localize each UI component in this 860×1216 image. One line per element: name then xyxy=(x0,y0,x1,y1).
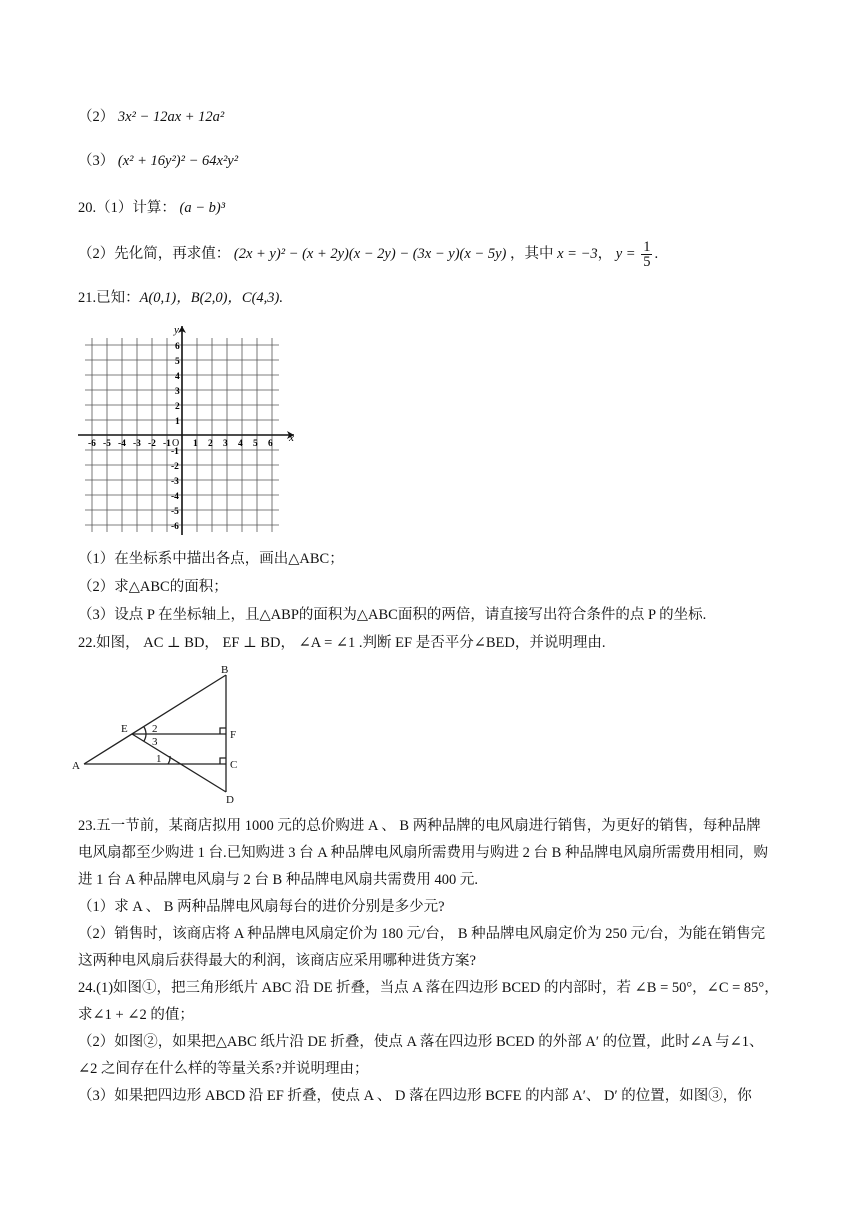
label-D: D xyxy=(226,794,234,806)
y-tick-label: 2 xyxy=(175,402,180,412)
x-tick-label: -2 xyxy=(148,439,156,449)
text: （2）求△ABC的面积； xyxy=(78,579,228,595)
y-tick-label: -4 xyxy=(171,492,179,502)
angle-label-2: 2 xyxy=(152,723,158,735)
q22-stem xyxy=(78,632,800,654)
text: . xyxy=(654,245,659,262)
x-tick-label: -1 xyxy=(163,439,171,449)
q21-sub3 xyxy=(78,604,800,626)
fraction xyxy=(641,240,652,269)
text: ∠2 之间存在什么样的等量关系?并说明理由； xyxy=(78,1061,369,1077)
q19-part3 xyxy=(78,150,800,172)
text: 求∠1 + ∠2 的值； xyxy=(78,1007,194,1023)
q23-line1 xyxy=(78,815,800,837)
x-axis-label: x xyxy=(289,432,294,444)
label-F: F xyxy=(230,729,237,741)
q24-line1 xyxy=(78,977,800,999)
text: （3）设点 P 在坐标轴上，且△ABP的面积为△ABC面积的两倍，请直接写出符合条件的点 P 的坐标. xyxy=(78,607,707,623)
right-angle-mark-F xyxy=(220,728,226,734)
question-number: 21.已知： xyxy=(78,290,140,306)
x-tick-label: -5 xyxy=(103,439,111,449)
q23-line3 xyxy=(78,869,800,891)
y-tick-label: -2 xyxy=(171,462,179,472)
x-tick-label: 6 xyxy=(268,439,273,449)
text: ， xyxy=(597,245,613,262)
part-label: （2）先化简，再求值： xyxy=(78,245,231,262)
line-ED xyxy=(132,734,226,792)
y-tick-label: -3 xyxy=(171,477,179,487)
q24-line5 xyxy=(78,1085,800,1107)
angle-arc-2 xyxy=(144,727,146,734)
text: ，其中 xyxy=(509,245,554,262)
q23-sub2a xyxy=(78,923,800,945)
y-tick-label: 4 xyxy=(175,372,180,382)
coordinate-grid-figure xyxy=(74,322,294,534)
angle-label-3: 3 xyxy=(152,736,158,748)
y-tick-label: -5 xyxy=(171,507,179,517)
x-tick-label: -6 xyxy=(88,439,96,449)
label-C: C xyxy=(230,759,238,771)
q23-line2 xyxy=(78,842,800,864)
axes xyxy=(78,326,294,535)
y-axis-label: y xyxy=(174,324,179,336)
q24-line4 xyxy=(78,1058,800,1080)
text: （2）如图②，如果把△ABC 纸片沿 DE 折叠，使点 A 落在四边形 BCED 的外部 A′ 的位置，此时∠A 与∠1、 xyxy=(78,1034,764,1050)
text: 电风扇都至少购进 1 台.已知购进 3 台 A 种品牌电风扇所需费用与购进 2 台 B 种品牌电风扇所需费用相同，购 xyxy=(78,845,768,861)
question-number: 20. xyxy=(78,200,97,216)
part-label: （2） xyxy=(78,109,115,125)
angle-arc-3 xyxy=(144,734,146,741)
q19-part2 xyxy=(78,106,800,128)
math-expression: x = −3 xyxy=(557,245,598,262)
y-tick-label: 3 xyxy=(175,387,180,397)
text: （2）销售时，该商店将 A 种品牌电风扇定价为 180 元/台， B 种品牌电风扇定价为 250 元/台，为能在销售完 xyxy=(78,926,766,942)
y-tick-label: 5 xyxy=(175,357,180,367)
tick-labels xyxy=(88,324,294,532)
y-tick-label: 6 xyxy=(175,342,180,352)
text: 22.如图， AC ⊥ BD， EF ⊥ BD， ∠A = ∠1 .判断 EF 是否平分∠BED，并说明理由. xyxy=(78,635,606,651)
math-expression: (x² + 16y²)² − 64x²y² xyxy=(117,153,239,169)
y-tick-label: -6 xyxy=(171,522,179,532)
x-tick-label: -3 xyxy=(133,439,141,449)
math-expression: A(0,1)，B(2,0)，C(4,3). xyxy=(139,290,283,306)
text: 24.(1)如图①，把三角形纸片 ABC 沿 DE 折叠，当点 A 落在四边形 BCED 的内部时，若 ∠B = 50°，∠C = 85°， xyxy=(78,980,779,996)
x-tick-label: 5 xyxy=(253,439,258,449)
y-tick-label: 1 xyxy=(175,417,180,427)
q23-sub1 xyxy=(78,896,800,918)
q23-sub2b xyxy=(78,950,800,972)
q24-line3 xyxy=(78,1031,800,1053)
x-tick-label: 4 xyxy=(238,439,243,449)
text: 这两种电风扇后获得最大的利润，该商店应采用哪种进货方案? xyxy=(78,953,476,969)
part-label: （3） xyxy=(78,153,115,169)
angle-label-1: 1 xyxy=(156,753,162,765)
denominator: 5 xyxy=(643,254,651,270)
x-tick-label: 3 xyxy=(223,439,228,449)
label-B: B xyxy=(221,664,229,676)
q21-sub2 xyxy=(78,576,800,598)
y-tick-label: -1 xyxy=(171,447,179,457)
right-angle-mark-C xyxy=(220,758,226,764)
q21-sub1 xyxy=(78,548,800,570)
numerator: 1 xyxy=(643,239,651,255)
text: （1）求 A 、 B 两种品牌电风扇每台的进价分别是多少元? xyxy=(78,899,445,915)
q21-stem xyxy=(78,287,800,309)
text: （3）如果把四边形 ABCD 沿 EF 折叠，使点 A 、 D 落在四边形 BCFE 的内部 A′、 D′ 的位置，如图③，你 xyxy=(78,1088,752,1104)
math-expression: (a − b)³ xyxy=(179,200,226,216)
text: 进 1 台 A 种品牌电风扇与 2 台 B 种品牌电风扇共需费用 400 元. xyxy=(78,872,478,888)
x-tick-label: 2 xyxy=(208,439,213,449)
part-label: （1）计算： xyxy=(96,200,176,216)
origin-label: O xyxy=(172,438,180,449)
math-expression: y = xyxy=(615,245,636,262)
line-AB xyxy=(84,675,226,764)
q20-part1 xyxy=(78,197,800,219)
q24-line2 xyxy=(78,1004,800,1026)
text: 23.五一节前，某商店拟用 1000 元的总价购进 A 、 B 两种品牌的电风扇进行销售，为更好的销售，每种品牌 xyxy=(78,818,761,834)
x-tick-label: 1 xyxy=(193,439,198,449)
x-tick-label: -4 xyxy=(118,439,126,449)
math-expression: (2x + y)² − (x + 2y)(x − 2y) − (3x − y)(x − 5y) xyxy=(233,245,507,262)
text: （1）在坐标系中描出各点，画出△ABC； xyxy=(78,551,344,567)
q20-part2 xyxy=(78,240,800,269)
label-A: A xyxy=(72,760,80,772)
math-expression: 3x² − 12ax + 12a² xyxy=(117,109,225,125)
label-E: E xyxy=(121,723,128,735)
q22-geometry-figure xyxy=(66,662,246,804)
